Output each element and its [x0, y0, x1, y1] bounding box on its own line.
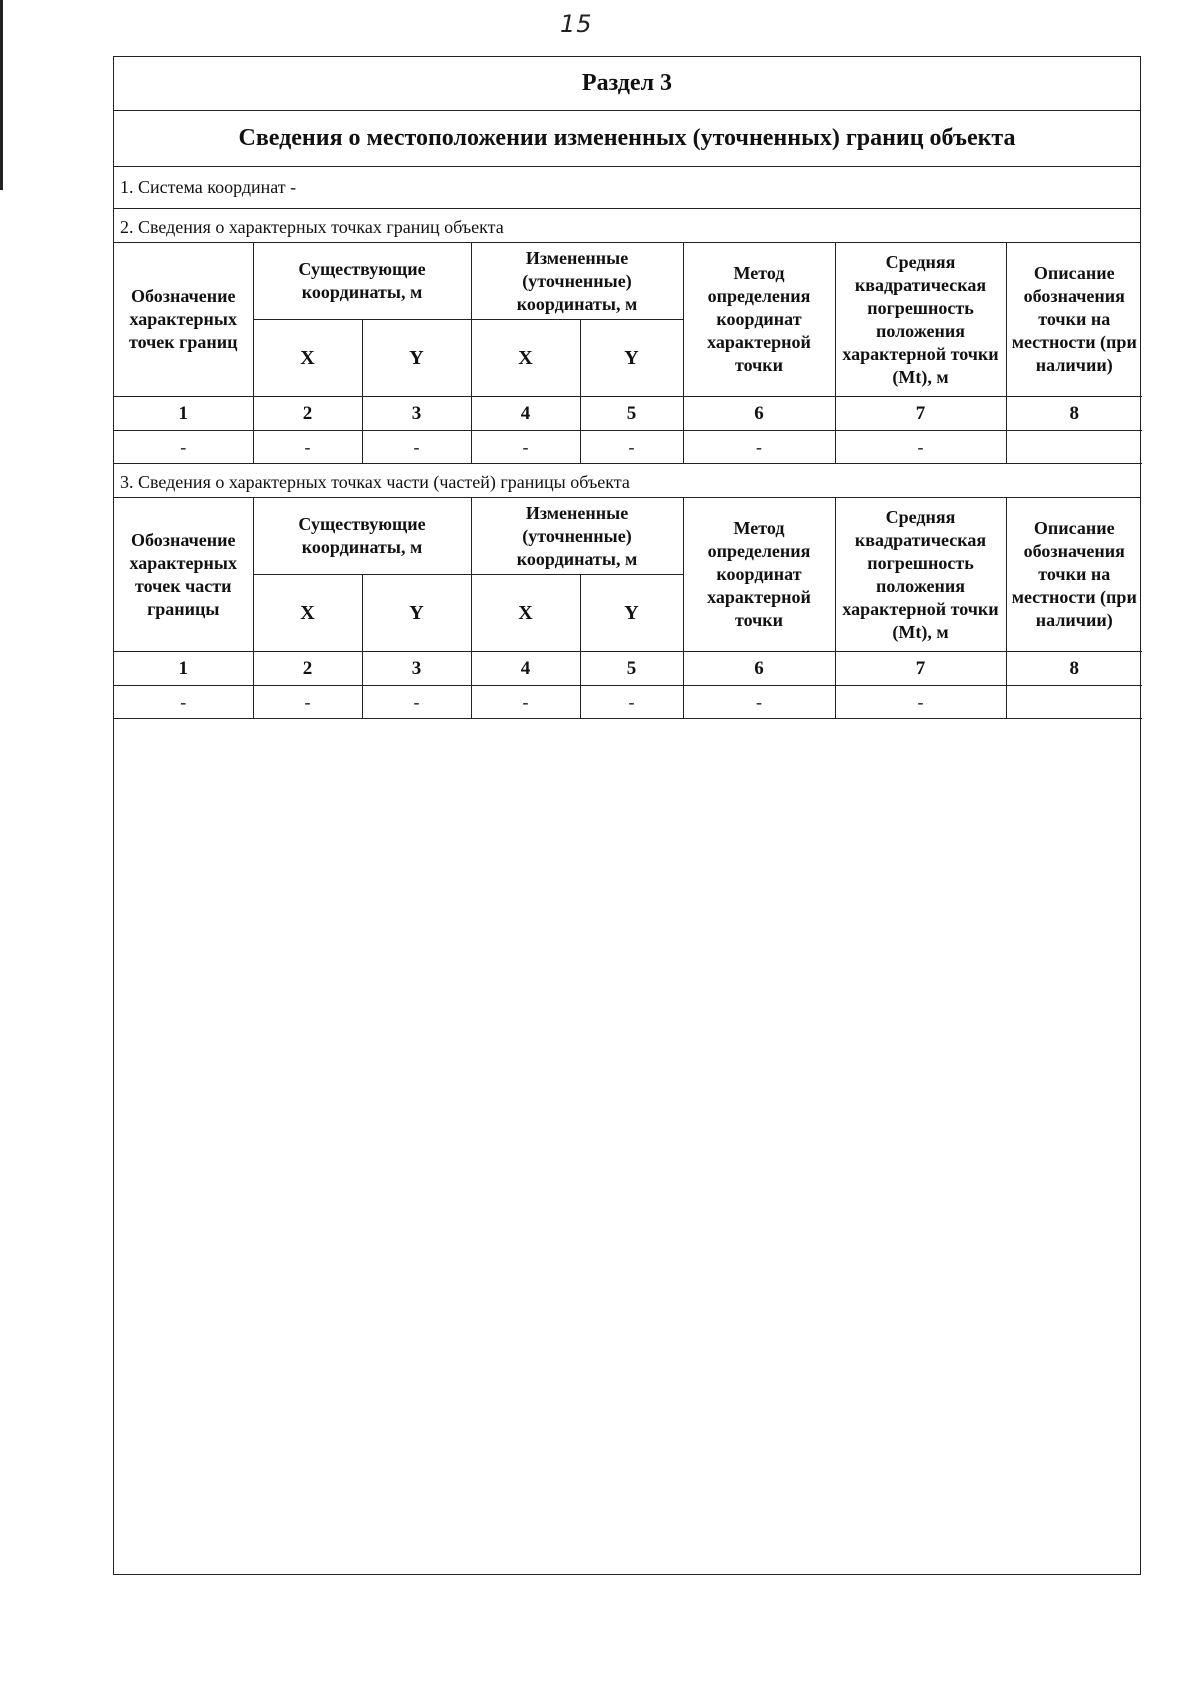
boundary-points-caption: 2. Сведения о характерных точках границ объекта	[114, 209, 1140, 243]
column-number: 3	[362, 397, 471, 431]
header-changed-coords: Измененные (уточненные) координаты, м	[471, 243, 683, 320]
table-cell: -	[471, 431, 580, 464]
table-cell: -	[114, 431, 253, 464]
header-method: Метод определения координат характерной точки	[683, 498, 835, 652]
table-cell: -	[835, 686, 1006, 719]
table-cell: -	[253, 431, 362, 464]
column-number: 4	[471, 652, 580, 686]
table-cell: -	[580, 431, 683, 464]
coordinate-system-row: 1. Система координат -	[114, 167, 1140, 209]
header-changed-coords: Измененные (уточненные) координаты, м	[471, 498, 683, 575]
table-cell: -	[683, 686, 835, 719]
table-cell: -	[471, 686, 580, 719]
header-changed-y: Y	[580, 575, 683, 652]
table-cell: -	[253, 686, 362, 719]
header-description: Описание обозначения точки на местности (при наличии)	[1006, 243, 1142, 397]
document-frame	[113, 56, 1141, 1575]
column-number: 2	[253, 652, 362, 686]
column-number: 1	[114, 652, 253, 686]
column-number: 7	[835, 397, 1006, 431]
header-existing-x: X	[253, 320, 362, 397]
column-number: 8	[1006, 652, 1142, 686]
header-mean-error: Средняя квадратическая погрешность положения характерной точки (Mt), м	[835, 243, 1006, 397]
column-number: 2	[253, 397, 362, 431]
column-number: 3	[362, 652, 471, 686]
header-mean-error: Средняя квадратическая погрешность положения характерной точки (Mt), м	[835, 498, 1006, 652]
column-number: 5	[580, 397, 683, 431]
table-cell: -	[362, 686, 471, 719]
page-number: 15	[560, 10, 593, 38]
header-designation: Обозначение характерных точек границ	[114, 243, 253, 397]
header-existing-y: Y	[362, 575, 471, 652]
section-title: Раздел 3	[114, 57, 1140, 111]
column-number: 1	[114, 397, 253, 431]
table-cell	[1006, 686, 1142, 719]
header-existing-y: Y	[362, 320, 471, 397]
table-cell: -	[580, 686, 683, 719]
header-changed-x: X	[471, 320, 580, 397]
column-numbers-row	[114, 652, 1142, 686]
section-subtitle: Сведения о местоположении измененных (уточненных) границ объекта	[114, 111, 1140, 167]
column-number: 4	[471, 397, 580, 431]
header-changed-y: Y	[580, 320, 683, 397]
boundary-points-table	[114, 243, 1142, 464]
column-numbers-row	[114, 397, 1142, 431]
scan-edge	[0, 0, 3, 190]
column-number: 6	[683, 652, 835, 686]
table-cell: -	[114, 686, 253, 719]
column-number: 6	[683, 397, 835, 431]
header-existing-x: X	[253, 575, 362, 652]
header-method: Метод определения координат характерной точки	[683, 243, 835, 397]
column-number: 5	[580, 652, 683, 686]
column-number: 7	[835, 652, 1006, 686]
table-cell: -	[835, 431, 1006, 464]
header-changed-x: X	[471, 575, 580, 652]
column-number: 8	[1006, 397, 1142, 431]
header-description: Описание обозначения точки на местности (при наличии)	[1006, 498, 1142, 652]
header-existing-coords: Существующие координаты, м	[253, 498, 471, 575]
header-existing-coords: Существующие координаты, м	[253, 243, 471, 320]
header-designation: Обозначение характерных точек части границы	[114, 498, 253, 652]
table-cell	[1006, 431, 1142, 464]
table-cell: -	[683, 431, 835, 464]
table-row	[114, 686, 1142, 719]
part-boundary-points-caption: 3. Сведения о характерных точках части (частей) границы объекта	[114, 464, 1140, 498]
table-row	[114, 431, 1142, 464]
part-boundary-points-table	[114, 498, 1142, 719]
table-cell: -	[362, 431, 471, 464]
